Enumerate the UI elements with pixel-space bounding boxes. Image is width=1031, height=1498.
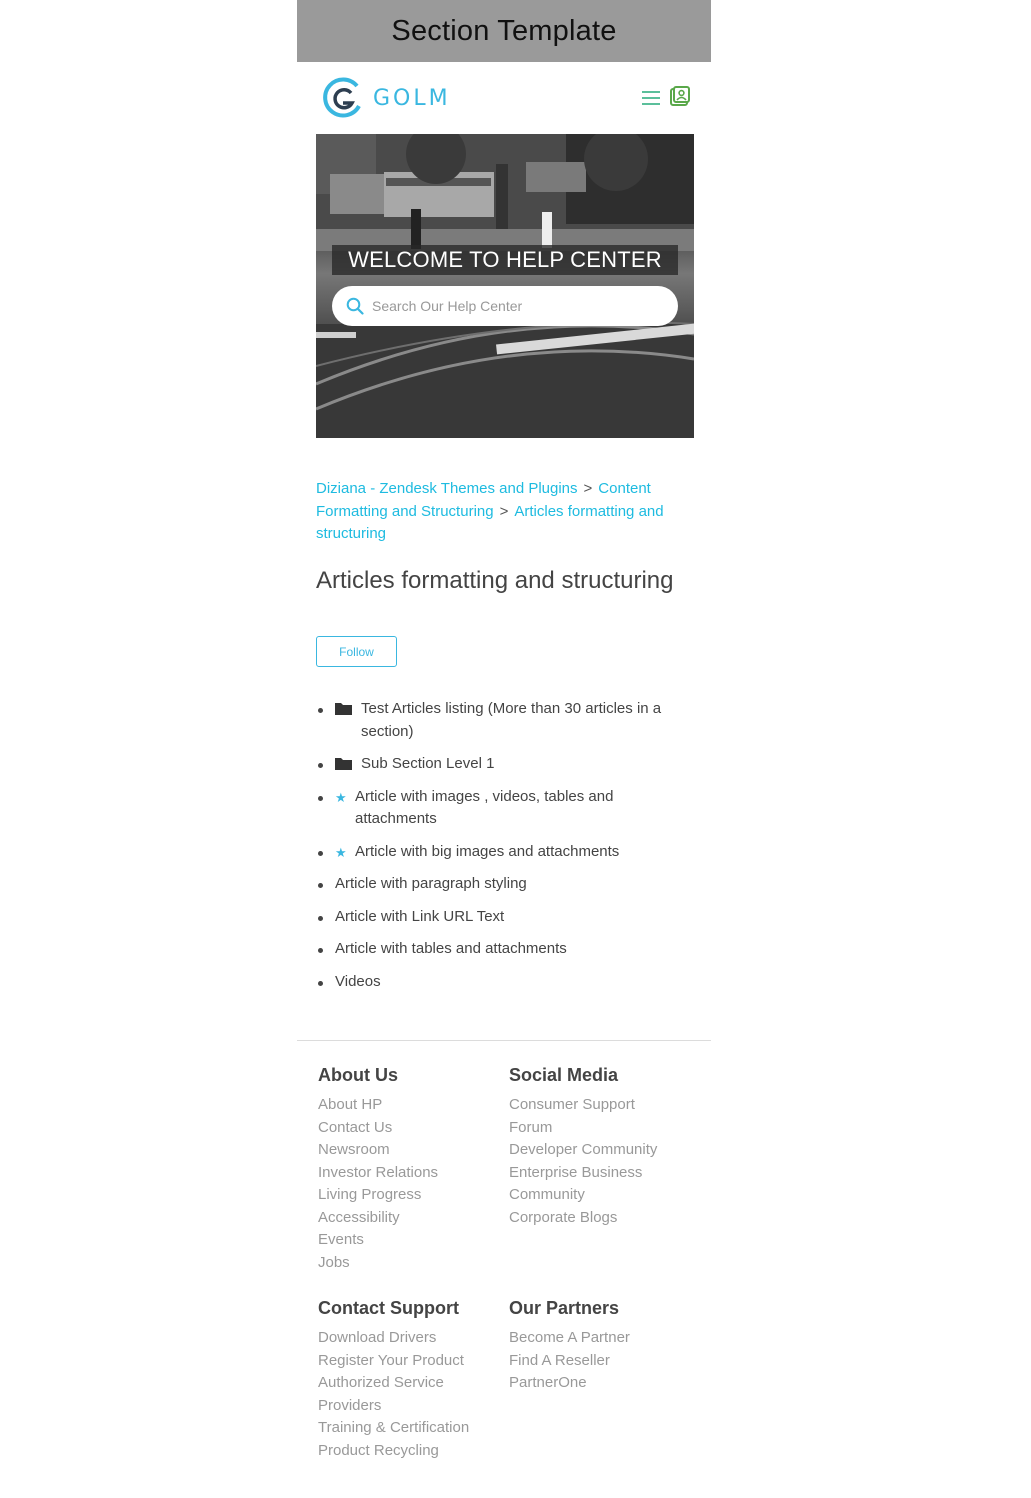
footer-link[interactable]: Jobs xyxy=(318,1253,350,1271)
article-link[interactable]: Videos xyxy=(335,972,381,990)
footer-heading: Social Media xyxy=(509,1065,619,1085)
footer-link[interactable]: About HP xyxy=(318,1096,383,1113)
footer-heading: Our Partners xyxy=(509,1298,620,1318)
logo-text: GOLM xyxy=(373,85,451,111)
breadcrumb xyxy=(316,478,696,546)
search-bar[interactable] xyxy=(332,286,678,326)
star-icon: ★ xyxy=(335,789,347,805)
footer-link[interactable]: Events xyxy=(318,1231,364,1248)
page-title: Articles formatting and structuring xyxy=(316,567,674,594)
breadcrumb-link-section[interactable]: Articles formatting and structuring xyxy=(316,502,664,542)
search-input[interactable] xyxy=(372,298,662,314)
folder-icon xyxy=(335,702,352,715)
site-logo[interactable] xyxy=(321,76,451,120)
footer-link[interactable]: Product Recycling xyxy=(318,1441,439,1459)
list-item xyxy=(316,971,696,994)
list-item xyxy=(316,938,696,961)
footer-link[interactable]: Living Progress xyxy=(318,1186,422,1203)
article-link[interactable]: Article with images , videos, tables and attachments xyxy=(355,787,614,827)
list-item xyxy=(316,753,696,776)
article-link[interactable]: Article with big images and attachments xyxy=(355,842,620,860)
footer-link[interactable]: Contact Us xyxy=(318,1118,393,1136)
list-item xyxy=(316,873,696,896)
footer-link[interactable]: Register Your Product xyxy=(318,1351,464,1369)
list-item xyxy=(316,841,696,864)
star-icon: ★ xyxy=(335,844,347,860)
breadcrumb-link-category[interactable]: Content Formatting and Structuring xyxy=(316,480,651,520)
breadcrumb-separator: > xyxy=(499,502,509,520)
subsection-link[interactable]: Sub Section Level 1 xyxy=(361,755,495,772)
footer-link[interactable]: Corporate Blogs xyxy=(509,1208,618,1226)
breadcrumb-separator: > xyxy=(583,480,593,497)
footer-column-social xyxy=(509,1064,699,1229)
footer-link[interactable]: Enterprise Business xyxy=(509,1163,643,1181)
user-icon[interactable] xyxy=(669,86,691,108)
site-header xyxy=(297,62,711,134)
footer-link[interactable]: Find A Reseller xyxy=(509,1351,610,1369)
search-icon xyxy=(346,297,364,315)
footer-link[interactable]: Accessibility xyxy=(318,1208,400,1226)
template-title: Section Template xyxy=(391,14,617,47)
footer-heading: About Us xyxy=(318,1065,398,1085)
list-item xyxy=(316,786,696,831)
footer-column-contact xyxy=(318,1297,498,1462)
footer-link[interactable]: Community xyxy=(509,1186,585,1203)
breadcrumb-link-home[interactable]: Diziana - Zendesk Themes and Plugins xyxy=(316,480,578,497)
article-link[interactable]: Article with Link URL Text xyxy=(335,907,505,925)
footer-link[interactable]: Download Drivers xyxy=(318,1329,437,1346)
footer-link[interactable]: Providers xyxy=(318,1396,382,1414)
folder-icon xyxy=(335,757,352,770)
footer-link[interactable]: Authorized Service xyxy=(318,1374,444,1391)
menu-icon[interactable] xyxy=(642,91,660,105)
footer-link[interactable]: Consumer Support xyxy=(509,1096,635,1113)
article-link[interactable]: Article with paragraph styling xyxy=(335,875,527,892)
list-item xyxy=(316,906,696,929)
footer-link[interactable]: Developer Community xyxy=(509,1141,658,1158)
footer-link[interactable]: Become A Partner xyxy=(509,1329,630,1346)
follow-button[interactable]: Follow xyxy=(316,636,397,667)
subsection-link[interactable]: Test Articles listing (More than 30 articles in a section) xyxy=(361,700,662,740)
footer-link[interactable]: PartnerOne xyxy=(509,1374,587,1391)
footer-link[interactable]: Investor Relations xyxy=(318,1163,439,1181)
section-item-list xyxy=(316,698,696,1003)
footer-link[interactable]: Training & Certification xyxy=(318,1419,470,1436)
footer-link[interactable]: Newsroom xyxy=(318,1141,390,1158)
footer-link[interactable]: Forum xyxy=(509,1118,553,1136)
hero-banner xyxy=(316,134,694,438)
list-item xyxy=(316,698,696,743)
footer-column-partners xyxy=(509,1297,699,1395)
footer-divider xyxy=(297,1040,711,1041)
article-link[interactable]: Article with tables and attachments xyxy=(335,940,567,957)
mobile-page-frame xyxy=(297,0,711,1498)
footer-column-about xyxy=(318,1064,498,1274)
template-title-bar xyxy=(297,0,711,62)
footer-heading: Contact Support xyxy=(318,1298,459,1318)
hero-title: WELCOME TO HELP CENTER xyxy=(332,245,678,275)
golm-logo-icon xyxy=(321,76,365,120)
